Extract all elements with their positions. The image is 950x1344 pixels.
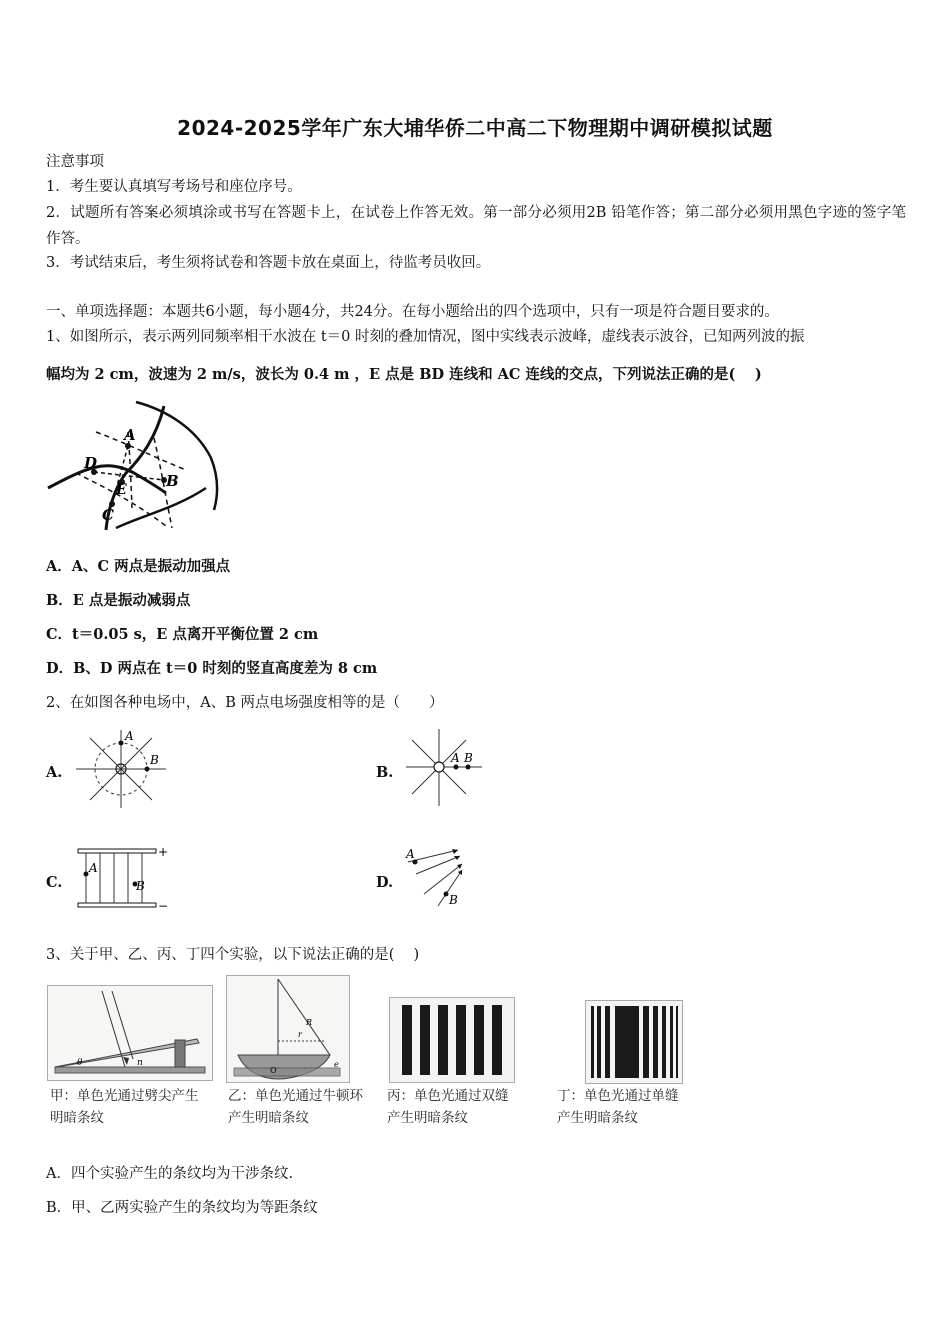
r-mark-big: R	[306, 1018, 313, 1027]
caption-ding-line1: 丁：单色光通过单缝	[557, 1088, 679, 1104]
trough-line-1	[96, 432, 186, 470]
notice-item-3: 3．考试结束后，考生须将试卷和答题卡放在桌面上，待监考员收回。	[46, 255, 491, 271]
newton-ring-figure	[226, 975, 350, 1083]
theta-mark: θ	[77, 1058, 83, 1068]
wave-interference-figure	[46, 398, 221, 533]
q3-stem: 3、关于甲、乙、丙、丁四个实验，以下说法正确的是( )	[46, 947, 420, 963]
q2-stem: 2、在如图各种电场中，A、B 两点电场强度相等的是（ ）	[46, 695, 444, 711]
plus-sign: +	[158, 845, 168, 859]
point-a-dot	[454, 765, 459, 770]
q1-option-a: A．A、C 两点是振动加强点	[46, 558, 231, 575]
negative-plate	[78, 903, 156, 907]
caption-ding	[557, 1085, 679, 1129]
double-slit-fringes	[389, 997, 515, 1083]
label-a: A	[406, 847, 415, 861]
q1-stem-line1: 1、如图所示，表示两列同频率相干水波在 t＝0 时刻的叠加情况，图中实线表示波峰，虚线表示波谷，已知两列波的振	[46, 329, 805, 345]
label-b: B	[150, 753, 159, 767]
r-mark-small: r	[298, 1030, 302, 1039]
q3-option-a: A．四个实验产生的条纹均为干涉条纹.	[46, 1166, 294, 1182]
crest-line-3	[136, 402, 217, 510]
n-mark: n	[137, 1058, 143, 1068]
notice-item-1: 1．考生要认真填写考场号和座位序号。	[46, 179, 302, 195]
q2-option-d-label: D.	[376, 874, 394, 891]
section-heading: 一、单项选择题：本题共6小题，每小题4分，共24分。在每小题给出的四个选项中，只有一项是符合题目要求的。	[46, 304, 779, 320]
notice-item-2: 2．试题所有答案必须填涂或书写在答题卡上，在试卷上作答无效。第一部分必须用2B 铅笔作答；第二部分必须用黑色字迹的签字笔作答。	[46, 205, 906, 247]
caption-jia-line2: 明暗条纹	[50, 1110, 104, 1126]
label-a: A	[451, 751, 460, 765]
point-a-dot	[119, 741, 124, 746]
q2-field-b-figure	[402, 726, 488, 810]
wedge-experiment-figure	[47, 985, 213, 1081]
q3-option-b: B．甲、乙两实验产生的条纹均为等距条纹	[46, 1200, 318, 1216]
label-a: A	[89, 861, 98, 875]
point-b-dot	[444, 892, 449, 897]
point-a-dot	[84, 872, 89, 877]
caption-jia-line1: 甲：单色光通过劈尖产生	[50, 1088, 199, 1104]
caption-yi-line2: 产生明暗条纹	[228, 1110, 309, 1126]
notice-heading: 注意事项	[46, 154, 104, 170]
caption-jia	[50, 1085, 199, 1129]
q1-option-c: C．t＝0.05 s，E 点离开平衡位置 2 cm	[46, 626, 319, 643]
q1-stem-line2: 幅均为 2 cm，波速为 2 m/s，波长为 0.4 m ，E 点是 BD 连线和 AC 连线的交点，下列说法正确的是( )	[46, 366, 762, 383]
q1-option-d: D．B、D 两点在 t＝0 时刻的竖直高度差为 8 cm	[46, 660, 378, 677]
o-mark: O	[270, 1066, 277, 1075]
bd-line	[94, 472, 164, 480]
crest-line-1	[48, 466, 166, 493]
label-a: A	[124, 426, 136, 444]
single-slit-fringes	[585, 1000, 683, 1084]
label-c: C	[102, 506, 114, 524]
minus-sign: −	[158, 899, 168, 912]
label-e: E	[116, 482, 127, 498]
label-b: B	[464, 751, 473, 765]
point-b-dot	[145, 767, 150, 772]
caption-ding-line2: 产生明暗条纹	[557, 1110, 638, 1126]
label-b: B	[136, 879, 145, 893]
q1-option-b: B．E 点是振动减弱点	[46, 592, 191, 609]
label-a: A	[125, 729, 134, 743]
caption-yi	[228, 1085, 363, 1129]
q2-option-c-label: C.	[46, 874, 63, 891]
q2-field-c-figure	[72, 844, 168, 912]
label-b: B	[449, 893, 458, 907]
q2-field-d-figure	[402, 842, 472, 912]
e-mark: e	[334, 1060, 339, 1069]
caption-bing-line1: 丙：单色光通过双缝	[387, 1088, 509, 1104]
positive-plate	[78, 849, 156, 853]
label-d: D	[84, 454, 98, 472]
page-title: 2024-2025学年广东大埔华侨二中高二下物理期中调研模拟试题	[177, 116, 773, 140]
label-b: B	[166, 472, 179, 490]
caption-yi-line1: 乙：单色光通过牛顿环	[228, 1088, 363, 1104]
point-charge	[434, 762, 444, 772]
q2-option-a-label: A.	[46, 764, 63, 781]
point-b-dot	[466, 765, 471, 770]
caption-bing	[387, 1085, 509, 1129]
caption-bing-line2: 产生明暗条纹	[387, 1110, 468, 1126]
crest-line-4	[116, 488, 206, 528]
q2-option-b-label: B.	[376, 764, 394, 781]
q2-field-a-figure	[70, 726, 170, 812]
